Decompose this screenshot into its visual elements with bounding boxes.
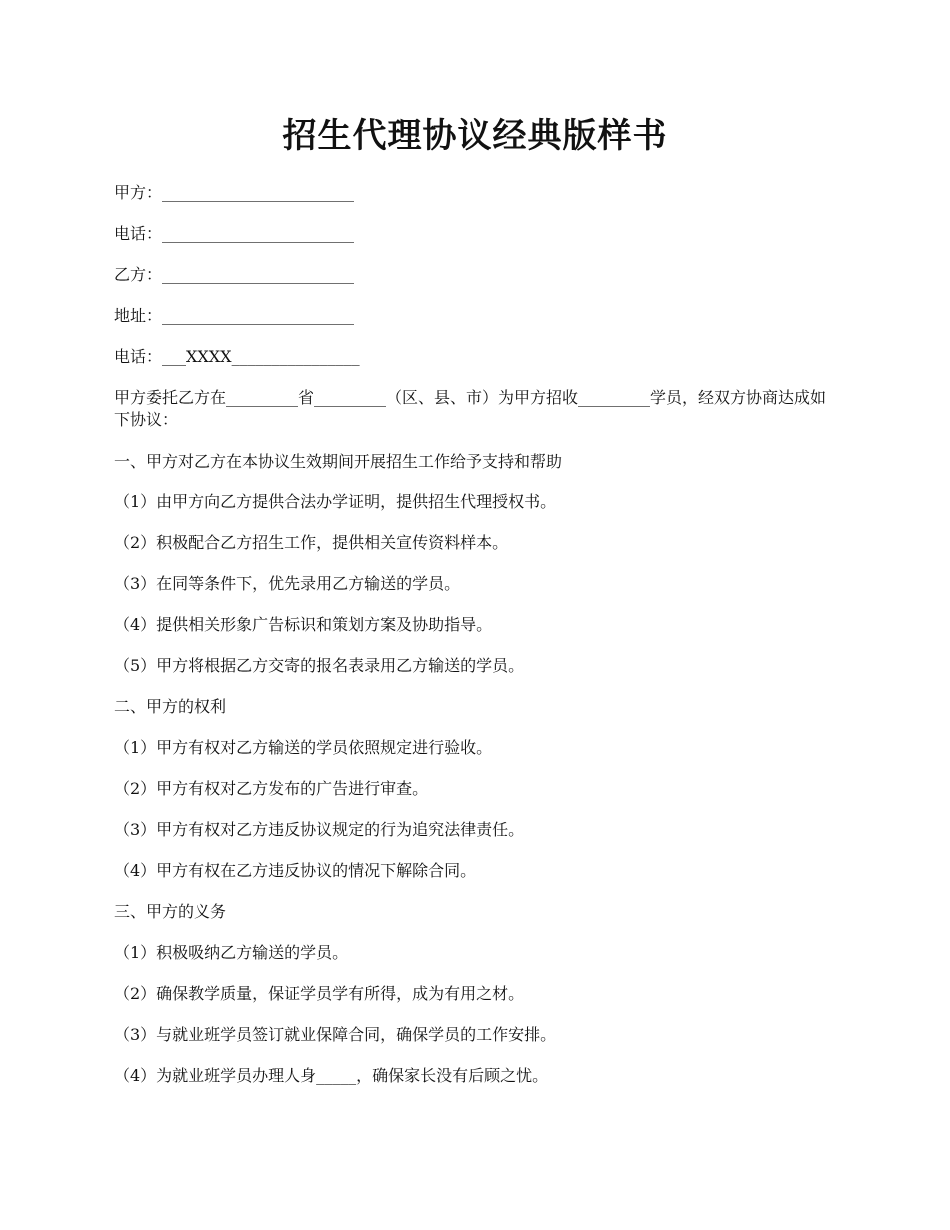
section-heading: 二、甲方的权利 [114,697,227,716]
list-item: （3）与就业班学员签订就业保障合同，确保学员的工作安排。 [114,1025,557,1044]
field-phone-b: 电话：___XXXX________________ [114,347,360,366]
list-item: （4）为就业班学员办理人身_____，确保家长没有后顾之忧。 [114,1066,549,1085]
list-item: （4）提供相关形象广告标识和策划方案及协助指导。 [114,615,493,634]
intro-paragraph: 甲方委托乙方在_________省_________（区、县、市）为甲方招收_________学员，经双方协商达成如下协议： [114,388,827,429]
field-phone-a: 电话：________________________ [114,224,355,243]
list-item: （4）甲方有权在乙方违反协议的情况下解除合同。 [114,861,477,880]
list-item: （2）确保教学质量，保证学员学有所得，成为有用之材。 [114,984,525,1003]
document-title: 招生代理协议经典版样书 [282,116,668,156]
list-item: （2）甲方有权对乙方发布的广告进行审查。 [114,779,429,798]
list-item: （1）甲方有权对乙方输送的学员依照规定进行验收。 [114,738,493,757]
field-address: 地址：________________________ [114,306,355,325]
list-item: （3）甲方有权对乙方违反协议规定的行为追究法律责任。 [114,820,525,839]
section-heading: 三、甲方的义务 [114,902,227,921]
field-party-b: 乙方：________________________ [114,265,355,284]
list-item: （2）积极配合乙方招生工作，提供相关宣传资料样本。 [114,533,509,552]
list-item: （3）在同等条件下，优先录用乙方输送的学员。 [114,574,461,593]
list-item: （5）甲方将根据乙方交寄的报名表录用乙方输送的学员。 [114,656,525,675]
list-item: （1）由甲方向乙方提供合法办学证明，提供招生代理授权书。 [114,492,557,511]
section-heading: 一、甲方对乙方在本协议生效期间开展招生工作给予支持和帮助 [114,452,563,471]
field-party-a: 甲方：________________________ [114,183,355,202]
list-item: （1）积极吸纳乙方输送的学员。 [114,943,349,962]
